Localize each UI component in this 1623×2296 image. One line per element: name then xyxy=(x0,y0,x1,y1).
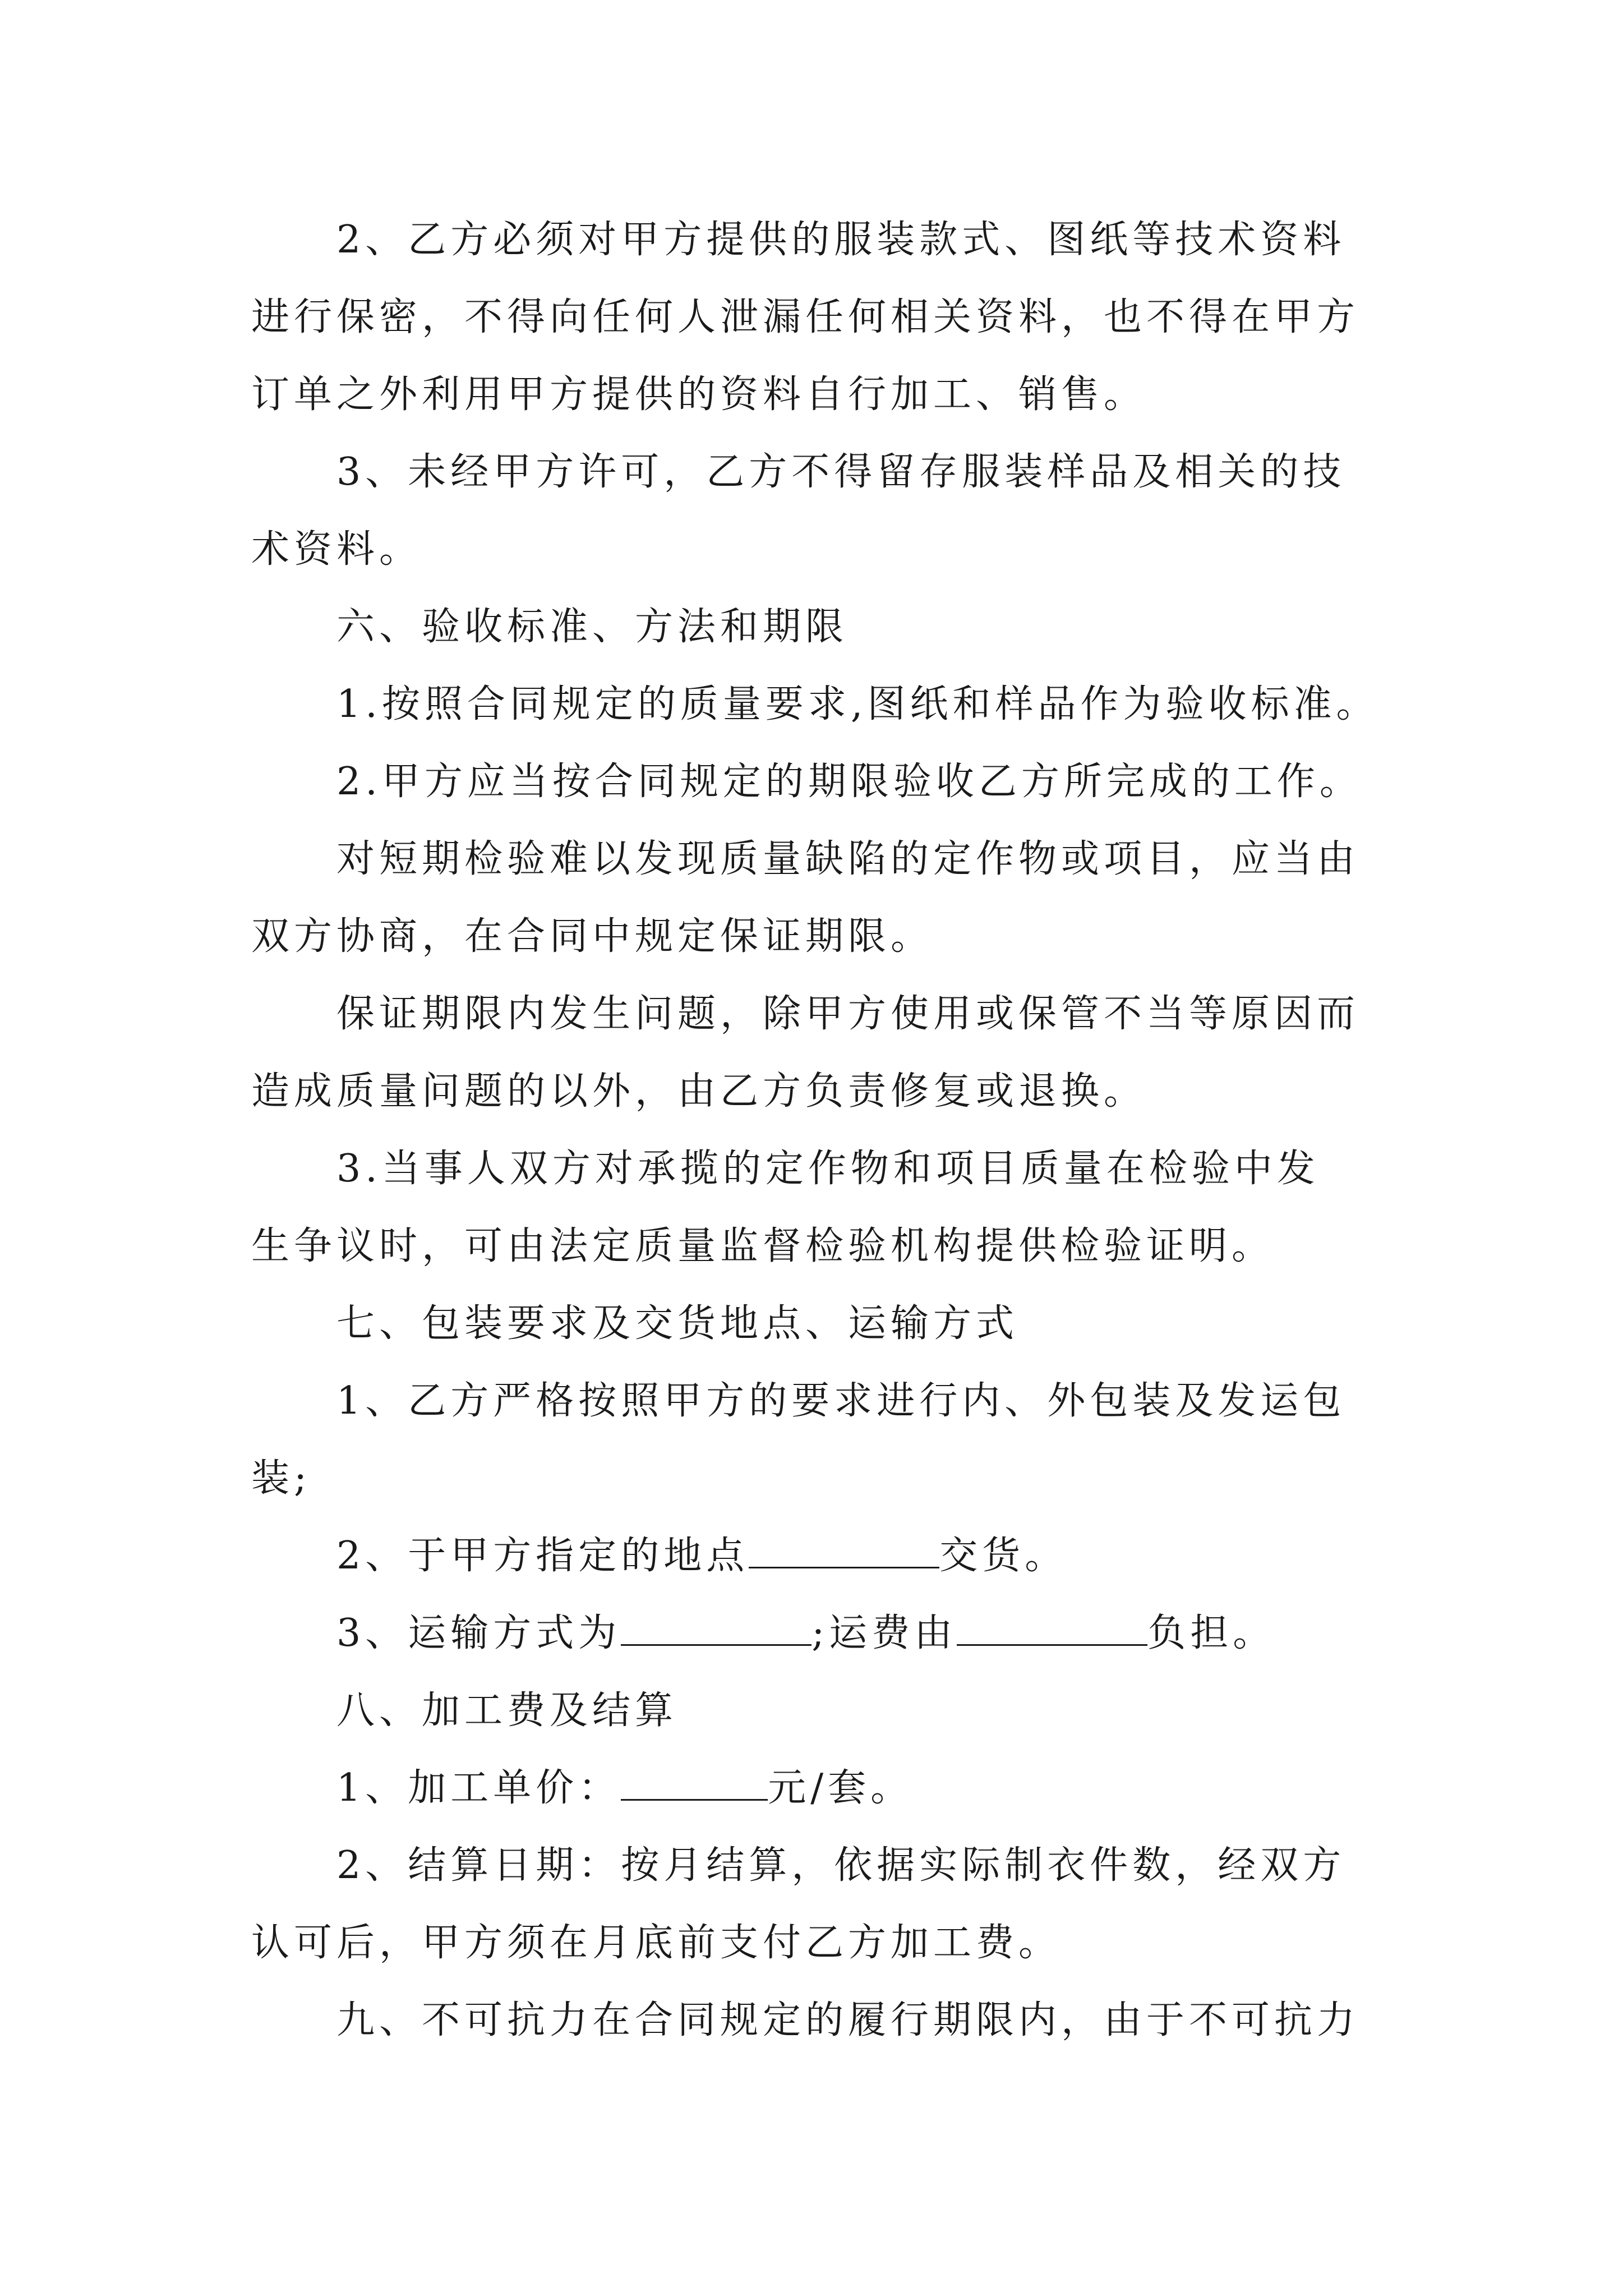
price-text-after: 元/套。 xyxy=(768,1766,914,1810)
paragraph-line: 九、不可抗力在合同规定的履行期限内，由于不可抗力 xyxy=(336,1998,1360,2042)
paragraph-line: 对短期检验难以发现质量缺陷的定作物或项目，应当由 xyxy=(336,837,1360,881)
section-heading: 六、验收标准、方法和期限 xyxy=(336,605,849,649)
paragraph-line: 1、乙方严格按照甲方的要求进行内、外包装及发运包 xyxy=(336,1379,1346,1423)
freight-payer-blank xyxy=(957,1612,1147,1646)
paragraph-line: 2、结算日期：按月结算，依据实际制衣件数，经双方 xyxy=(336,1843,1346,1888)
paragraph-line: 双方协商，在合同中规定保证期限。 xyxy=(251,914,934,959)
section-heading: 八、加工费及结算 xyxy=(336,1688,678,1733)
paragraph-line: 生争议时，可由法定质量监督检验机构提供检验证明。 xyxy=(251,1224,1275,1268)
paragraph-line: 3、未经甲方许可，乙方不得留存服装样品及相关的技 xyxy=(336,450,1346,494)
transport-text-middle: ;运费由 xyxy=(811,1611,957,1655)
transport-text-after: 负担。 xyxy=(1147,1611,1276,1655)
unit-price-blank xyxy=(621,1766,768,1801)
price-line xyxy=(336,1766,913,1811)
delivery-line xyxy=(336,1534,1067,1579)
paragraph-line: 进行保密，不得向任何人泄漏任何相关资料，也不得在甲方 xyxy=(251,295,1360,339)
paragraph-line: 造成质量问题的以外，由乙方负责修复或退换。 xyxy=(251,1069,1147,1114)
section-heading: 七、包装要求及交货地点、运输方式 xyxy=(336,1301,1019,1346)
paragraph-line: 1.按照合同规定的质量要求,图纸和样品作为验收标准。 xyxy=(336,682,1379,726)
transport-line xyxy=(336,1611,1275,1656)
paragraph-line: 保证期限内发生问题，除甲方使用或保管不当等原因而 xyxy=(336,992,1360,1036)
paragraph-line: 订单之外利用甲方提供的资料自行加工、销售。 xyxy=(251,372,1147,417)
transport-text-before: 3、运输方式为 xyxy=(336,1611,621,1655)
delivery-text-after: 交货。 xyxy=(939,1534,1068,1578)
transport-method-blank xyxy=(621,1612,811,1646)
delivery-location-blank xyxy=(749,1534,939,1568)
paragraph-line: 2.甲方应当按合同规定的期限验收乙方所完成的工作。 xyxy=(336,760,1362,804)
paragraph-line: 2、乙方必须对甲方提供的服装款式、图纸等技术资料 xyxy=(336,218,1346,262)
paragraph-line: 认可后，甲方须在月底前支付乙方加工费。 xyxy=(251,1921,1062,1965)
paragraph-line: 术资料。 xyxy=(251,527,422,572)
delivery-text-before: 2、于甲方指定的地点 xyxy=(336,1534,749,1578)
price-text-before: 1、加工单价： xyxy=(336,1766,621,1810)
paragraph-line: 3.当事人双方对承揽的定作物和项目质量在检验中发 xyxy=(336,1147,1320,1191)
paragraph-line: 装; xyxy=(251,1456,311,1501)
